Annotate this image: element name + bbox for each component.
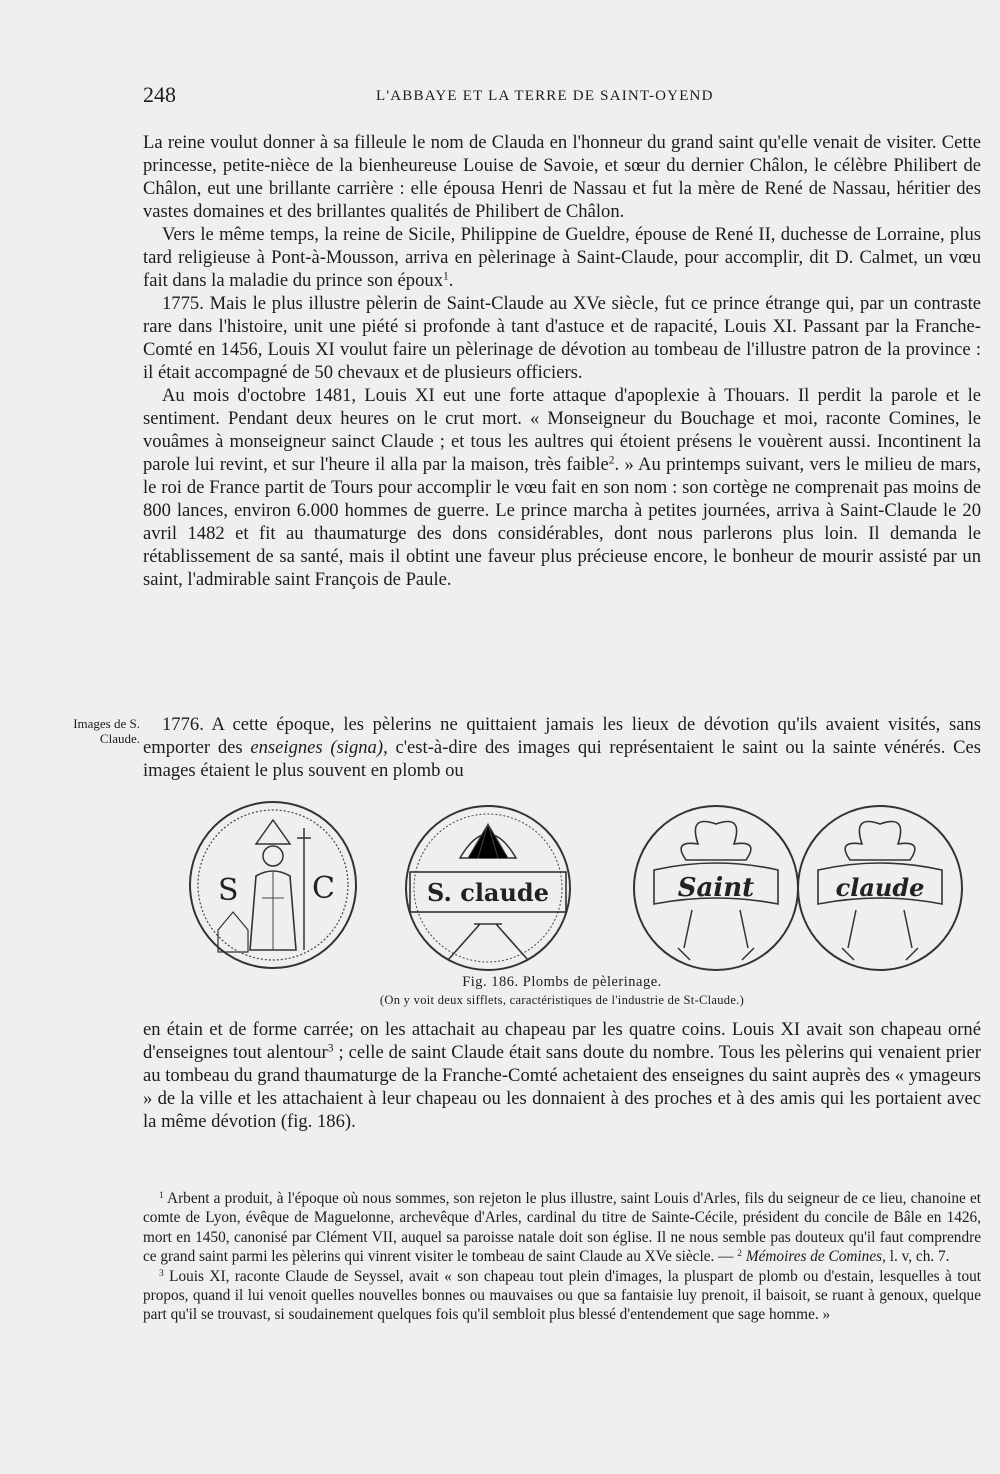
medals-illustration — [188, 800, 968, 975]
paragraph-text-end: ; celle de saint Claude était sans doute du nombre. Tous les pèlerins qui venaient prier au tombeau du grand thaumaturge de la Franche-Comté achetaient des enseignes du saint auprès des « ymageurs » de la ville et les attachaient à leur chapeau ou les donnaient à des proches et à des amis qui les portaient avec la même dévotion (fig. 186). — [143, 1042, 981, 1132]
paragraph-text: en étain et de forme carrée; on les attachait au chapeau par les quatre coins. Louis XI avait son chapeau orné d'enseignes tout alentour — [143, 1019, 981, 1063]
medal-saint — [634, 806, 798, 970]
paragraph-1775: 1775. Mais le plus illustre pèlerin de Saint-Claude au XVe siècle, fut ce prince étrange qui, par un contraste rare dans l'histoire, unit une piété si profonde à tant d'astuce et de rapacité, Louis XI. Passant par la Franche-Comté en 1456, Louis XI voulut faire un pèlerinage de dévotion au tombeau de l'illustre patron de la province : il était accompagné de 50 chevaux et de plusieurs officiers. — [143, 293, 981, 383]
paragraph-text: Vers le même temps, la reine de Sicile, Philippine de Gueldre, épouse de René II, duchesse de Lorraine, plus tard religieuse à Pont-à-Mousson, arriva en pèlerinage à Saint-Claude, pour accomplir, dit D. Calmet, un vœu fait dans la maladie du prince son époux — [143, 224, 981, 291]
paragraph-text: 1776. A cette époque, les pèlerins ne quittaient jamais les lieux de dévotion qu'ils avaient visités, sans emporter des — [143, 714, 981, 758]
footnote-ref-3: 3 — [327, 1042, 334, 1055]
running-title: L'ABBAYE ET LA TERRE DE SAINT-OYEND — [376, 88, 714, 104]
footnote-mark-1: 1 — [159, 1190, 164, 1201]
footnote-mark-2: 2 — [737, 1249, 743, 1260]
medal-letter-s: S — [218, 873, 239, 908]
margin-note: Images de S. Claude. — [73, 716, 140, 746]
paragraph-text-end: , c'est-à-dire des images qui représentaient le saint ou la sainte vénérés. Ces images étaient le plus souvent en plomb ou — [143, 737, 981, 781]
footnote-2-title: Mémoires de Comines — [745, 1248, 883, 1266]
footnote-ref-2: 2 — [608, 454, 615, 467]
medal-band-text: S. claude — [427, 878, 549, 907]
main-text-top — [143, 131, 981, 591]
figure-caption: Fig. 186. Plombs de pèlerinage. — [462, 974, 662, 990]
medal-claude — [798, 806, 962, 970]
footnote-1-text: Arbent a produit, à l'époque où nous sommes, son rejeton le plus illustre, saint Louis d'Arles, fils du seigneur de ce lieu, chanoine et comte de Lyon, évêque de Maguelonne, archevêque d'Arles, cardinal du titre de Sainte-Cécile, président du concile de Bâle en 1426, mort en 1450, canonisé par Clément VII, auquel sa paroisse natale doit son église. Il ne nous semble pas douteux qu'il faut comprendre ce grand saint parmi les pèlerins qui vinrent visiter le tombeau de saint Claude au XVe siècle. — — [143, 1190, 981, 1266]
paragraph-text: Au mois d'octobre 1481, Louis XI eut une forte attaque d'apoplexie à Thouars. Il perdit la parole et le sentiment. Pendant deux heures on le crut mort. « Monseigneur du Bouchage et moi, raconte Comines, le vouâmes à monseigneur sainct Claude ; et tous les aultres qui étoient présens le vouèrent aussi. Incontinent la parole lui revint, et sur l'heure il alla par la maison, très faible — [143, 385, 981, 475]
medal-letter-c: C — [312, 871, 335, 906]
footnote-2-text: , l. v, ch. 7. — [882, 1248, 950, 1266]
emphasis-enseignes: enseignes (signa) — [250, 737, 384, 758]
medal-word-saint: Saint — [677, 873, 755, 903]
footnote-mark-3: 3 — [159, 1268, 164, 1279]
paragraph-1776 — [143, 713, 981, 782]
paragraph-octobre-1481 — [143, 384, 981, 591]
figure-pilgrim-badges — [188, 800, 968, 975]
footnote-3-text: Louis XI, raconte Claude de Seyssel, avait « son chapeau tout plein d'images, la pluspart de plomb ou d'estain, lesquelles à tout propos, quand il lui venoit quelles nouvelles bonnes ou mauvaises ou que sa fantaisie luy prenoit, il baisoit, se ruant à genoux, quelque part qu'il se trouvast, si soudainement quelques fois qu'il sembloit plus blessé d'entendement que sage homme. » — [143, 1267, 981, 1324]
paragraph-etain — [143, 1018, 981, 1133]
main-text-middle — [143, 713, 981, 782]
footnotes — [143, 1189, 981, 1325]
medal-word-claude: claude — [835, 873, 925, 902]
medal-shell — [406, 806, 570, 970]
medal-bishop — [190, 802, 356, 968]
main-text-bottom — [143, 1018, 981, 1133]
figure-subcaption: (On y voit deux sifflets, caractéristiques de l'industrie de St-Claude.) — [379, 993, 745, 1007]
paragraph-text-end: . — [448, 270, 454, 291]
paragraph-clauda: La reine voulut donner à sa filleule le nom de Clauda en l'honneur du grand saint qu'elle venait de visiter. Cette princesse, petite-nièce de la bienheureuse Louise de Savoie, et sœur du dernier Châlon, le célèbre Philibert de Châlon, eut une brillante carrière : elle épousa Henri de Nassau et fut la mère de René de Nassau, héritier des vastes domaines et des brillantes qualités de Philibert de Châlon. — [143, 132, 981, 222]
page-header — [143, 82, 983, 112]
paragraph-text-end: . » Au printemps suivant, vers le milieu de mars, le roi de France partit de Tours pour accomplir le vœu fait en son nom : son cortège ne comprenait pas moins de 800 lances, environ 6.000 hommes de guerre. Le prince marcha à petites journées, arriva à Saint-Claude le 20 avril 1482 et fit au thaumaturge des dons considérables, dont nous parlerons plus loin. Il demanda le rétablissement de sa santé, mais il obtint une faveur plus précieuse encore, le bonheur de mourir assisté par un saint, l'admirable saint François de Paule. — [143, 454, 981, 590]
footnote-1-and-2 — [143, 1189, 981, 1267]
page-number: 248 — [143, 82, 176, 107]
footnote-3 — [143, 1267, 981, 1325]
paragraph-reine-sicile — [143, 223, 981, 292]
footnote-ref-1: 1 — [443, 270, 449, 283]
